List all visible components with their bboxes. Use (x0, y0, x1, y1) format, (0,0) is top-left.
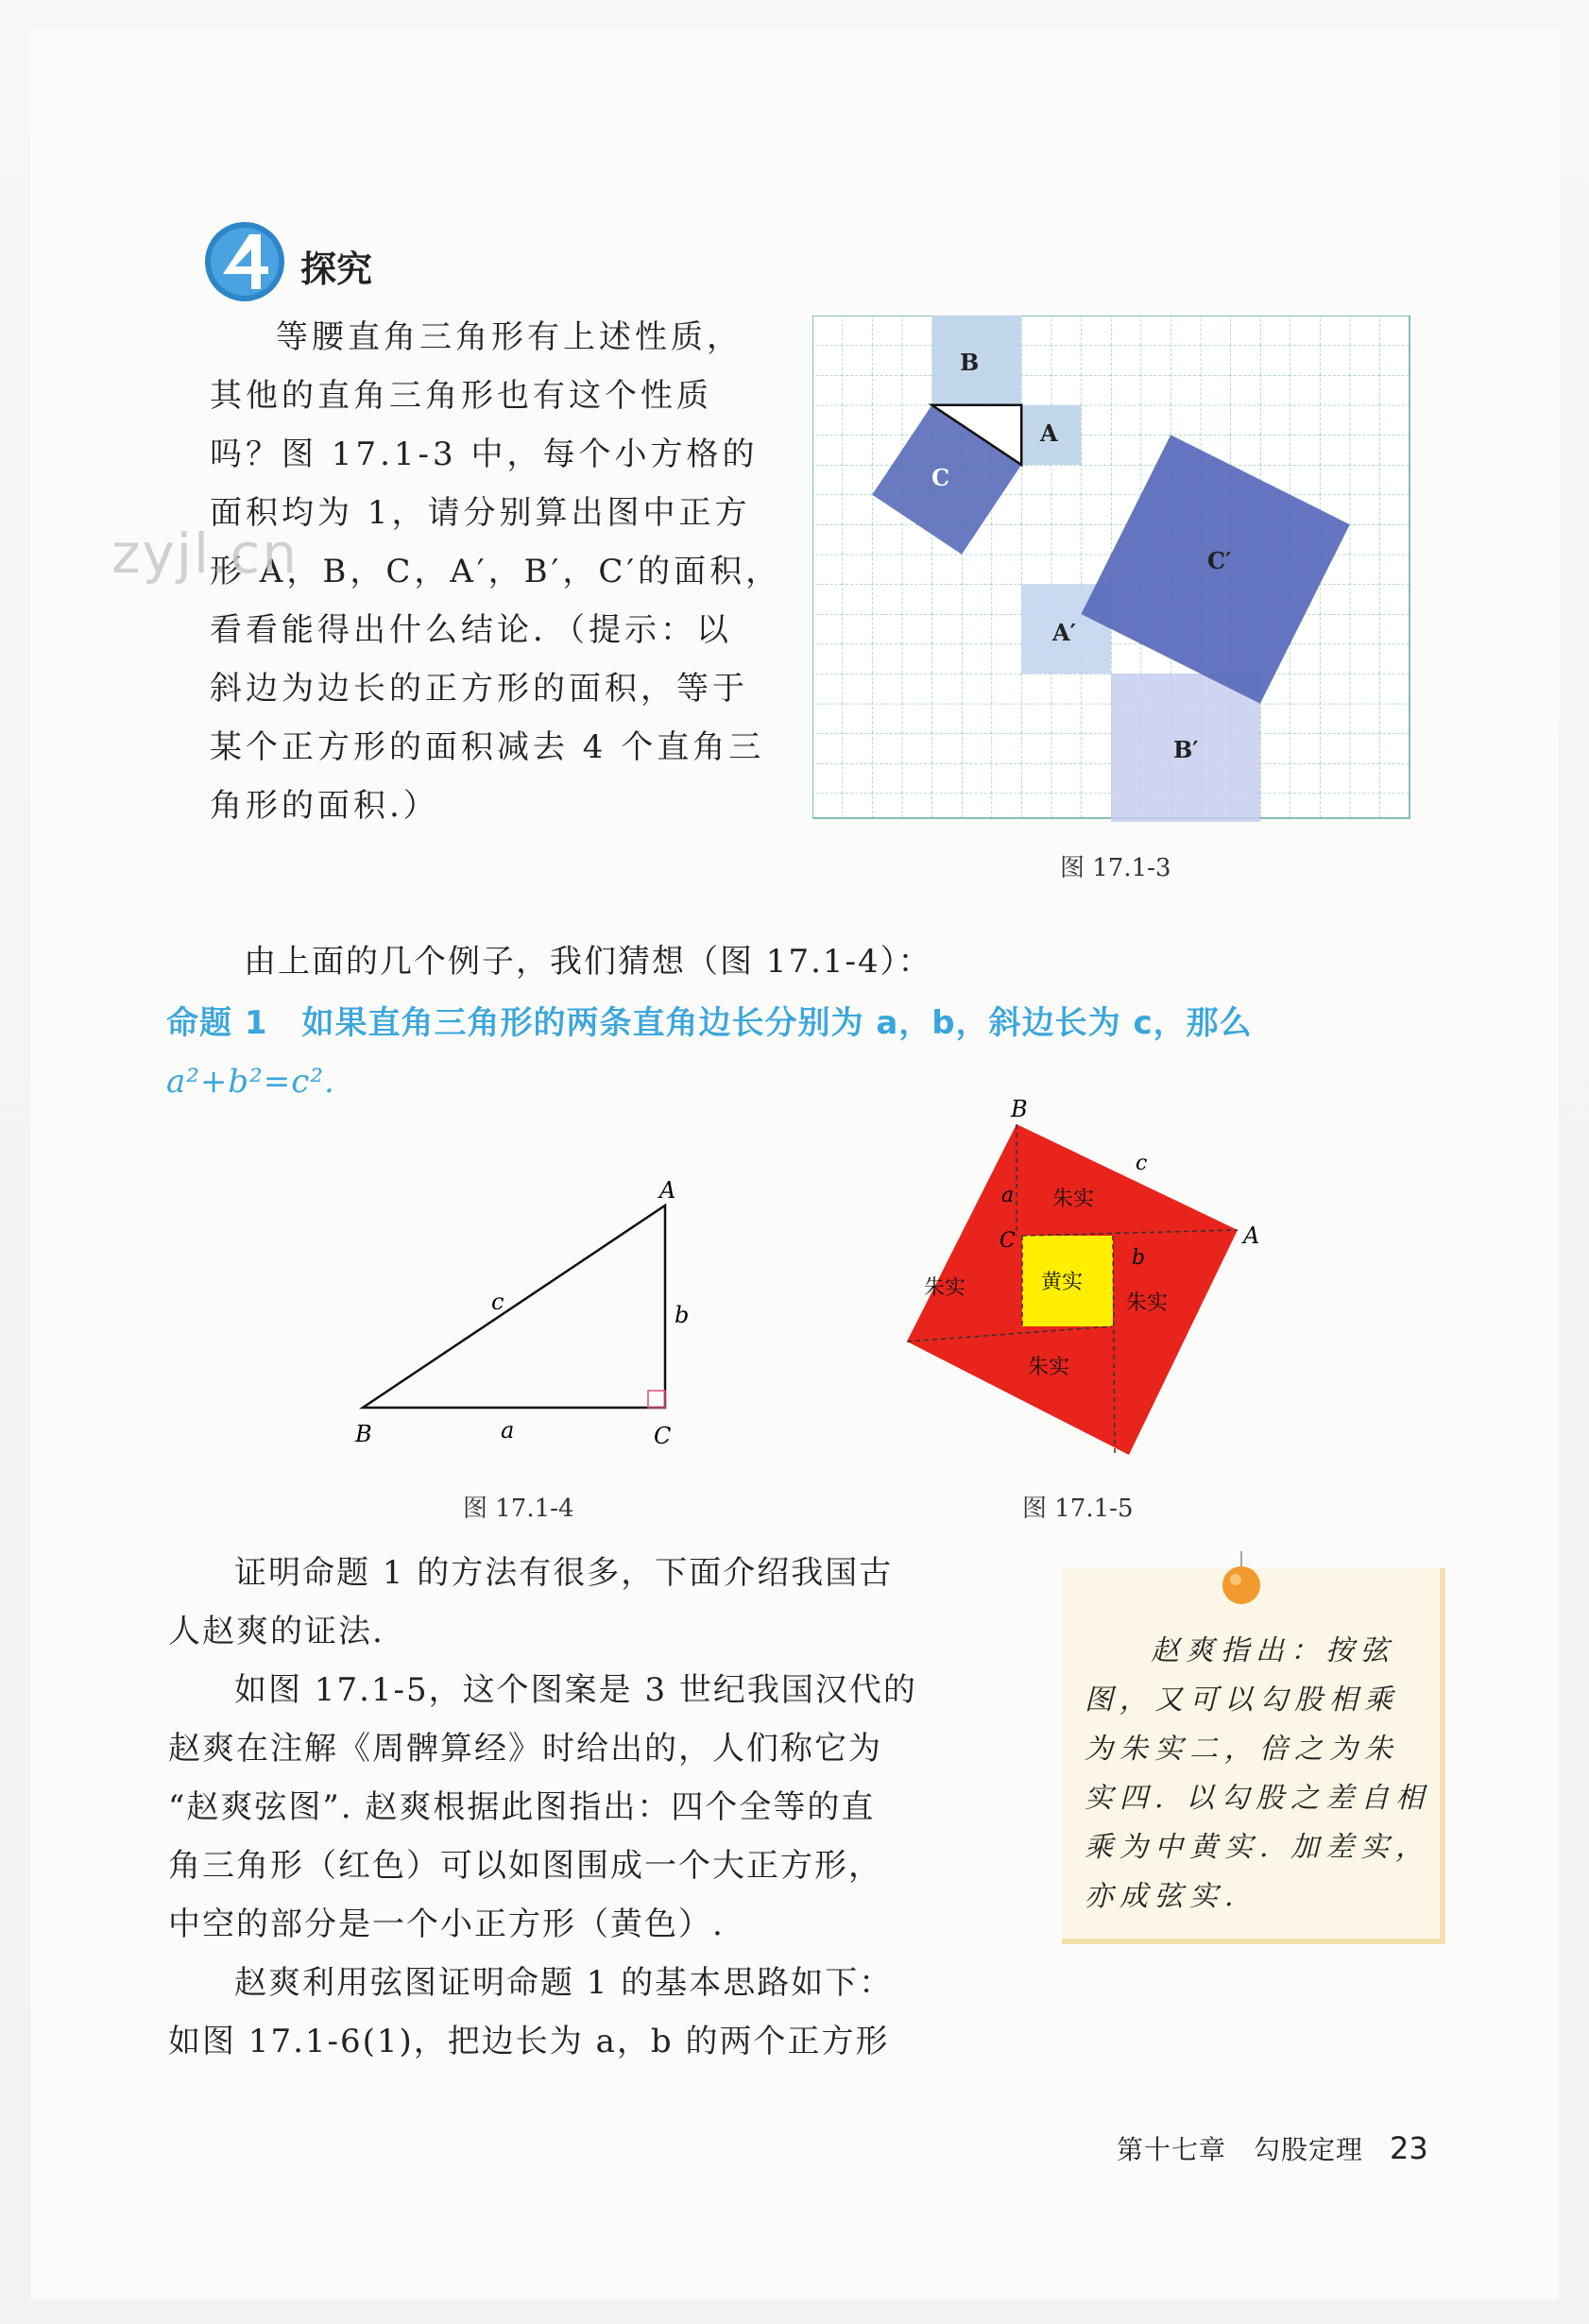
region-red-right: 朱实 (1126, 1291, 1169, 1315)
region-red-bottom: 朱实 (1028, 1356, 1070, 1379)
page-footer (1117, 2129, 1428, 2167)
side-note-line: 赵爽指出：按弦 (1151, 1634, 1395, 1667)
label-c-prime: C′ (1207, 547, 1232, 574)
side-b: b (675, 1302, 690, 1328)
side-note-line: 实四. 以勾股之差自相 (1085, 1782, 1431, 1815)
explore-line: 斜边为边长的正方形的面积，等于 (210, 670, 748, 708)
region-yellow: 黄实 (1041, 1271, 1084, 1294)
explore-line: 角形的面积.） (210, 787, 439, 825)
proof-line: 赵爽在注解《周髀算经》时给出的，人们称它为 (168, 1730, 882, 1768)
proof-line: 赵爽利用弦图证明命题 1 的基本思路如下： (234, 1964, 894, 2002)
side-a: a (1001, 1184, 1015, 1207)
proof-line: 如图 17.1-6(1)，把边长为 a，b 的两个正方形 (168, 2023, 890, 2060)
region-red-top: 朱实 (1052, 1188, 1095, 1211)
vertex-a: A (1243, 1222, 1260, 1249)
explore-line: 面积均为 1，请分别算出图中正方 (210, 494, 751, 532)
caption-17-1-3: 图 17.1-3 (1060, 854, 1171, 882)
figure-17-1-4 (340, 1171, 718, 1455)
proof-line: 角三角形（红色）可以如图围成一个大正方形， (168, 1847, 882, 1885)
proof-line: 如图 17.1-5，这个图案是 3 世纪我国汉代的 (234, 1671, 917, 1709)
label-a-prime: A′ (1052, 619, 1076, 646)
figure-17-1-3 (812, 316, 1413, 822)
proof-paragraph (168, 1544, 1009, 2071)
theorem-label: 命题 1 (166, 1004, 268, 1042)
label-c: C (931, 464, 950, 491)
region-red-left: 朱实 (924, 1276, 966, 1300)
label-b: B (960, 349, 980, 376)
caption-17-1-4: 图 17.1-4 (463, 1495, 574, 1523)
theorem-text: 如果直角三角形的两条直角边长分别为 a，b，斜边长为 c，那么 (301, 1004, 1253, 1042)
vertex-a: A (659, 1177, 676, 1204)
explore-title: 探究 (300, 248, 373, 290)
vertex-b: B (355, 1421, 372, 1447)
side-b: b (1132, 1246, 1146, 1270)
orange-icon (1213, 1547, 1270, 1608)
proof-line: 证明命题 1 的方法有很多，下面介绍我国古 (234, 1554, 894, 1592)
side-c: c (491, 1289, 504, 1315)
side-note (1062, 1568, 1445, 1944)
chapter-title: 第十七章 勾股定理 (1117, 2134, 1364, 2165)
figure-17-1-5 (888, 1088, 1266, 1466)
explore-line: 形 A，B，C，A′，B′，C′的面积， (210, 553, 782, 590)
caption-17-1-5: 图 17.1-5 (1022, 1495, 1134, 1523)
label-b-prime: B′ (1173, 736, 1199, 763)
watermark: zyjl.cn (111, 521, 299, 586)
vertex-c: C (654, 1423, 672, 1449)
vertex-b: B (1011, 1096, 1028, 1122)
theorem-1 (166, 994, 1470, 1111)
side-a: a (501, 1417, 515, 1444)
explore-line: 看看能得出什么结论．（提示：以 (210, 611, 732, 649)
side-note-line: 图，又可以勾股相乘 (1085, 1683, 1399, 1717)
proof-line: “赵爽弦图”. 赵爽根据此图指出：四个全等的直 (168, 1788, 876, 1826)
label-a: A (1040, 419, 1058, 447)
proof-line: 人赵爽的证法. (168, 1613, 384, 1650)
side-note-text (1085, 1627, 1434, 1922)
triangle-abc (363, 1205, 665, 1408)
proof-line: 中空的部分是一个小正方形（黄色）. (168, 1905, 725, 1943)
side-note-line: 为朱实二，倍之为朱 (1085, 1733, 1399, 1766)
explore-line: 某个正方形的面积减去 4 个直角三 (210, 728, 765, 766)
vertex-c: C (1000, 1229, 1016, 1253)
side-note-line: 乘为中黄实. 加差实， (1085, 1831, 1431, 1864)
side-note-line: 亦成弦实. (1085, 1880, 1240, 1913)
page-number: 23 (1390, 2130, 1428, 2166)
side-c: c (1136, 1152, 1148, 1175)
theorem-formula: a²+b²=c². (166, 1063, 335, 1101)
explore-line: 等腰直角三角形有上述性质， (276, 318, 743, 356)
intro-text: 由上面的几个例子，我们猜想（图 17.1-4）： (244, 943, 932, 981)
right-angle-mark (648, 1391, 665, 1408)
explore-icon (204, 221, 285, 302)
explore-line: 其他的直角三角形也有这个性质 (210, 377, 712, 415)
explore-line: 吗？图 17.1-3 中，每个小方格的 (210, 436, 759, 473)
